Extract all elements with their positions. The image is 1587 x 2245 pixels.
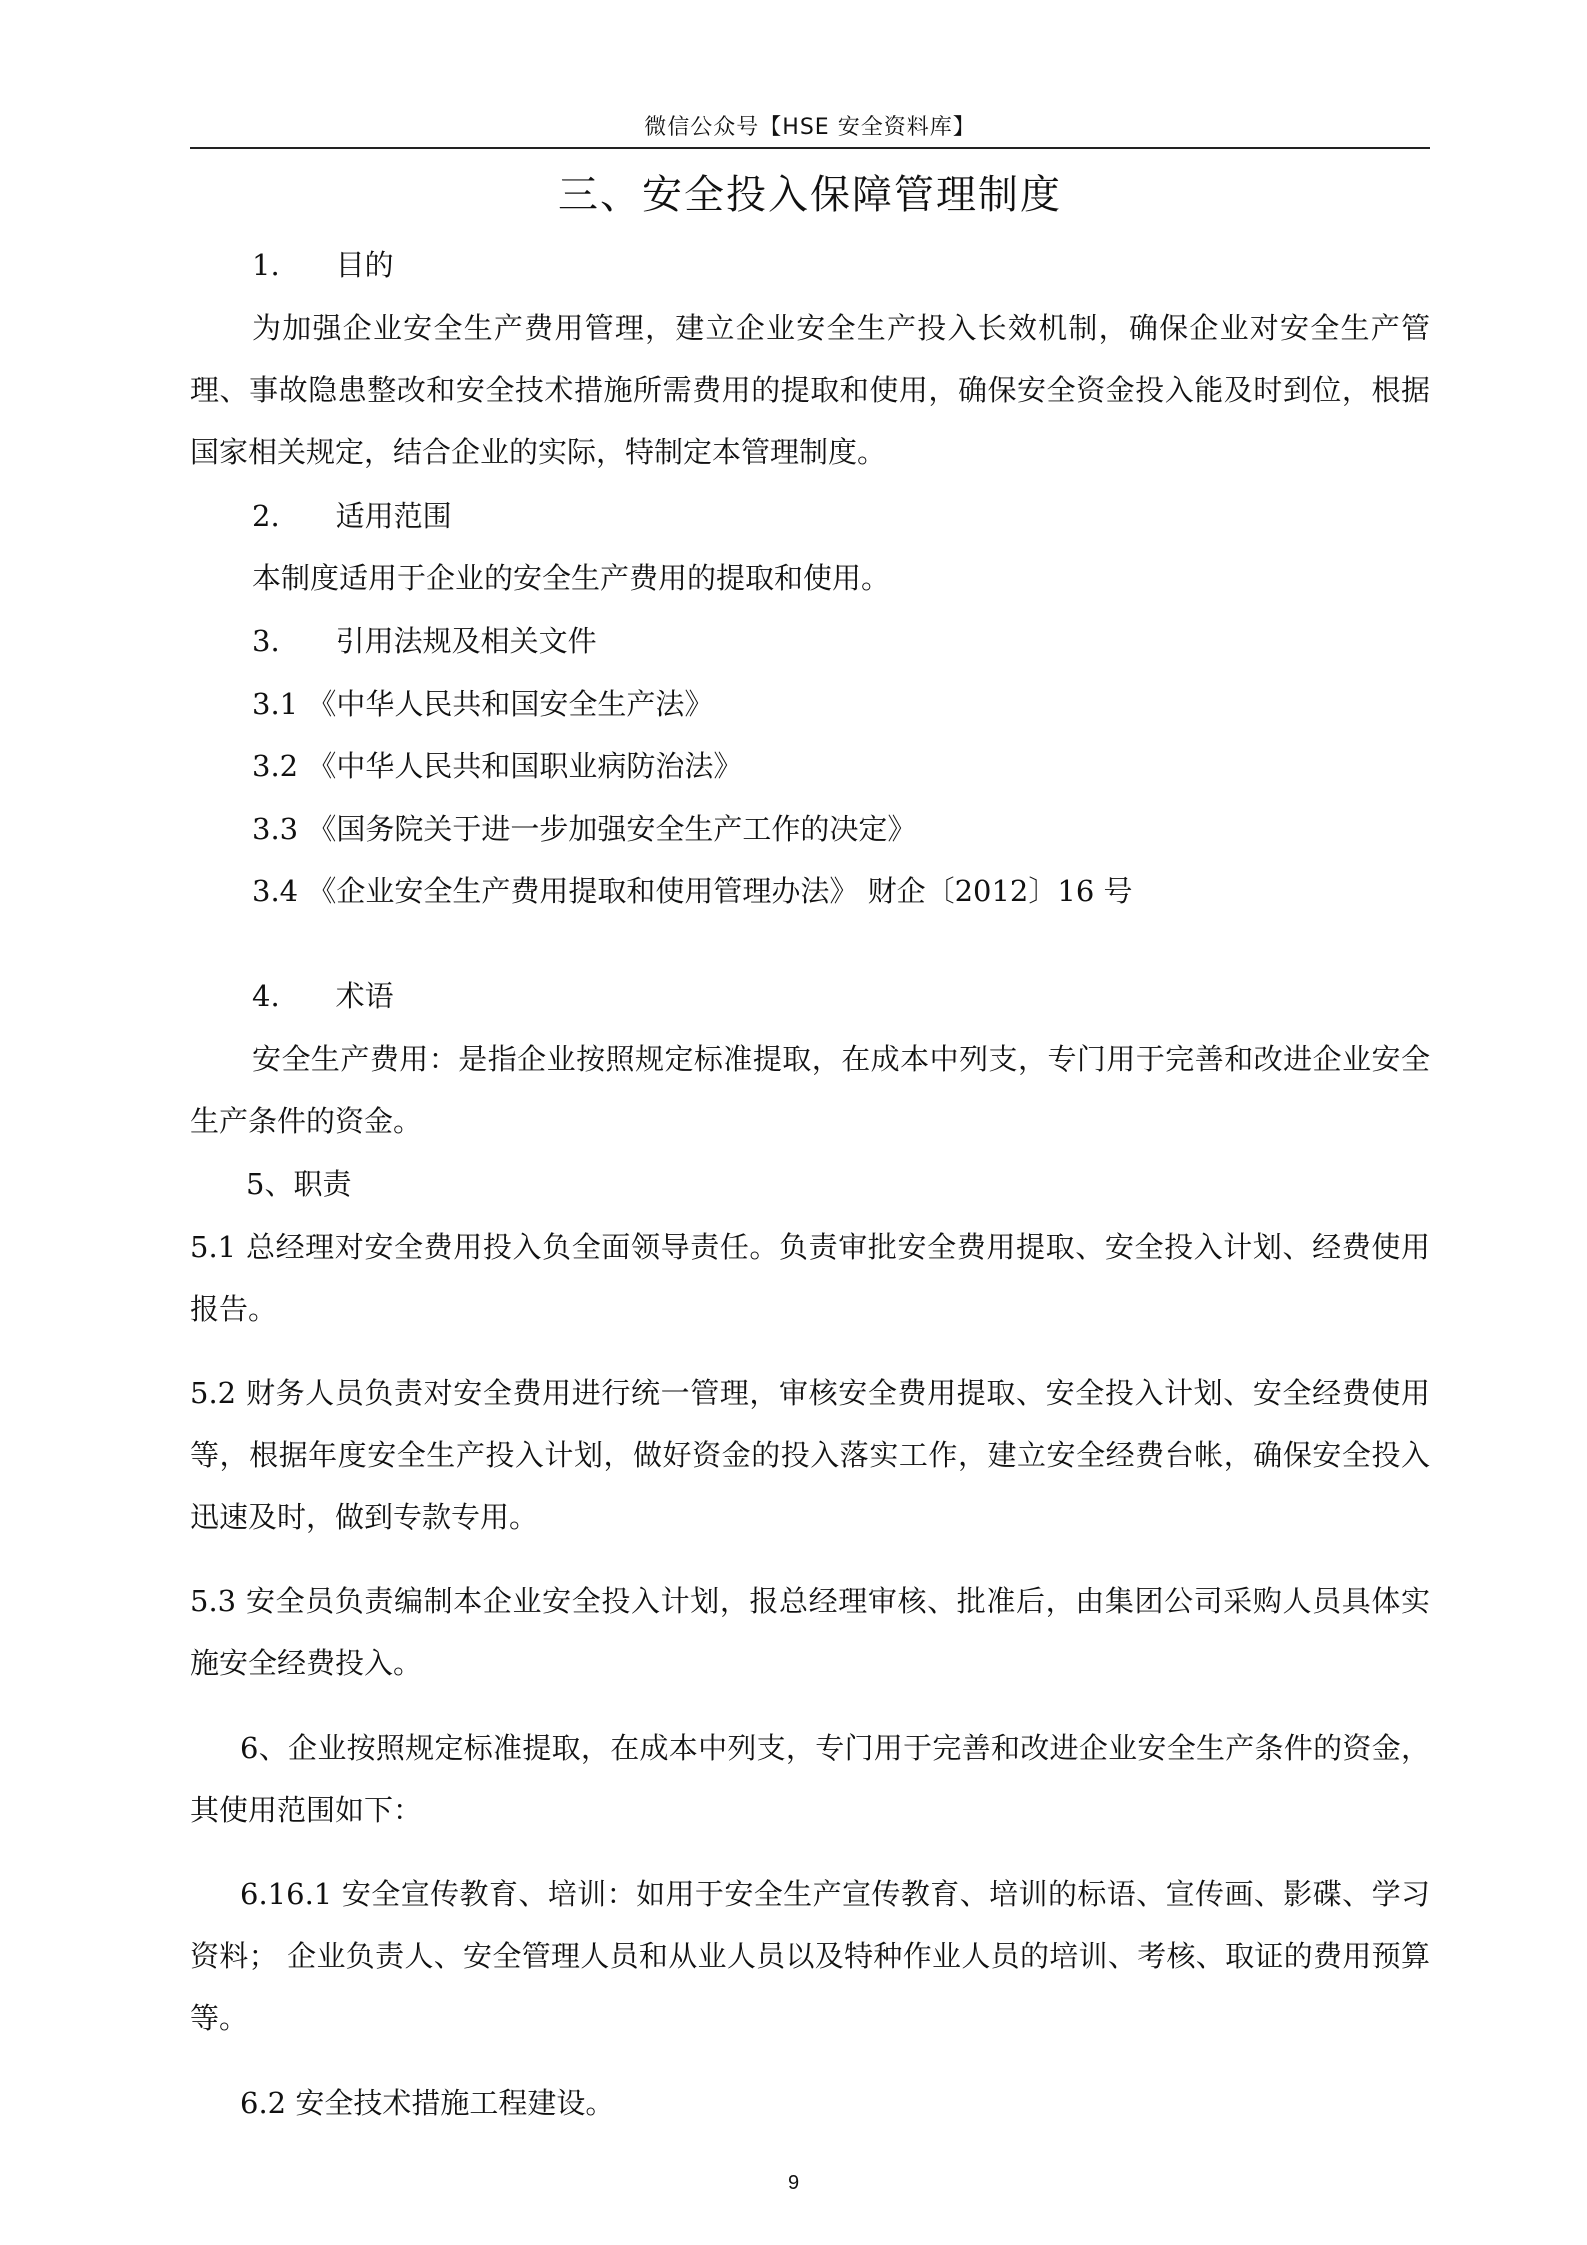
section-label: 术语 [335, 979, 394, 1013]
page-header: 微信公众号【HSE 安全资料库】 [644, 115, 976, 140]
section-number: 1. [252, 248, 280, 282]
section-label: 引用法规及相关文件 [335, 624, 597, 658]
reference-item: 3.3 《国务院关于进一步加强安全生产工作的决定》 [252, 812, 917, 846]
section-heading-references [190, 610, 1430, 672]
section-heading-scope [190, 485, 1430, 547]
header-divider [190, 147, 1430, 149]
reference-item: 3.4 《企业安全生产费用提取和使用管理办法》 财企〔2012〕16 号 [252, 874, 1133, 908]
page-number: 9 [787, 2172, 800, 2194]
section-label: 目的 [335, 248, 394, 282]
usage-scope-paragraph: 6、企业按照规定标准提取，在成本中列支，专门用于完善和改进企业安全生产条件的资金，其使用范围如下： [190, 1731, 1430, 1827]
duty-paragraph: 5.3 安全员负责编制本企业安全投入计划，报总经理审核、批准后，由集团公司采购人员具体实施安全经费投入。 [190, 1584, 1430, 1680]
section-label: 适用范围 [335, 499, 452, 533]
reference-item: 3.2 《中华人民共和国职业病防治法》 [252, 749, 743, 783]
usage-item: 6.2 安全技术措施工程建设。 [240, 2086, 615, 2120]
section-number: 2. [252, 499, 280, 533]
duty-paragraph: 5.1 总经理对安全费用投入负全面领导责任。负责审批安全费用提取、安全投入计划、经费使用报告。 [190, 1230, 1430, 1326]
section-heading-terms [190, 965, 1430, 1027]
section-number: 3. [252, 624, 280, 658]
scope-paragraph: 本制度适用于企业的安全生产费用的提取和使用。 [252, 561, 891, 595]
section-heading-purpose [190, 234, 1430, 296]
terms-paragraph: 安全生产费用：是指企业按照规定标准提取，在成本中列支，专门用于完善和改进企业安全生产条件的资金。 [190, 1042, 1430, 1138]
purpose-paragraph: 为加强企业安全生产费用管理，建立企业安全生产投入长效机制，确保企业对安全生产管理、事故隐患整改和安全技术措施所需费用的提取和使用，确保安全资金投入能及时到位，根据国家相关规定，结合企业的实际，特制定本管理制度。 [190, 311, 1430, 469]
reference-item: 3.1 《中华人民共和国安全生产法》 [252, 687, 714, 721]
duty-paragraph: 5.2 财务人员负责对安全费用进行统一管理，审核安全费用提取、安全投入计划、安全经费使用等，根据年度安全生产投入计划，做好资金的投入落实工作，建立安全经费台帐，确保安全投入迅速及时，做到专款专用。 [190, 1376, 1430, 1534]
section-heading-duties: 5、职责 [246, 1167, 352, 1201]
usage-item: 6.16.1 安全宣传教育、培训：如用于安全生产宣传教育、培训的标语、宣传画、影碟、学习资料； 企业负责人、安全管理人员和从业人员以及特种作业人员的培训、考核、取证的费用预算等。 [190, 1877, 1430, 2035]
section-number: 4. [252, 979, 280, 1013]
document-title: 三、安全投入保障管理制度 [558, 172, 1062, 218]
